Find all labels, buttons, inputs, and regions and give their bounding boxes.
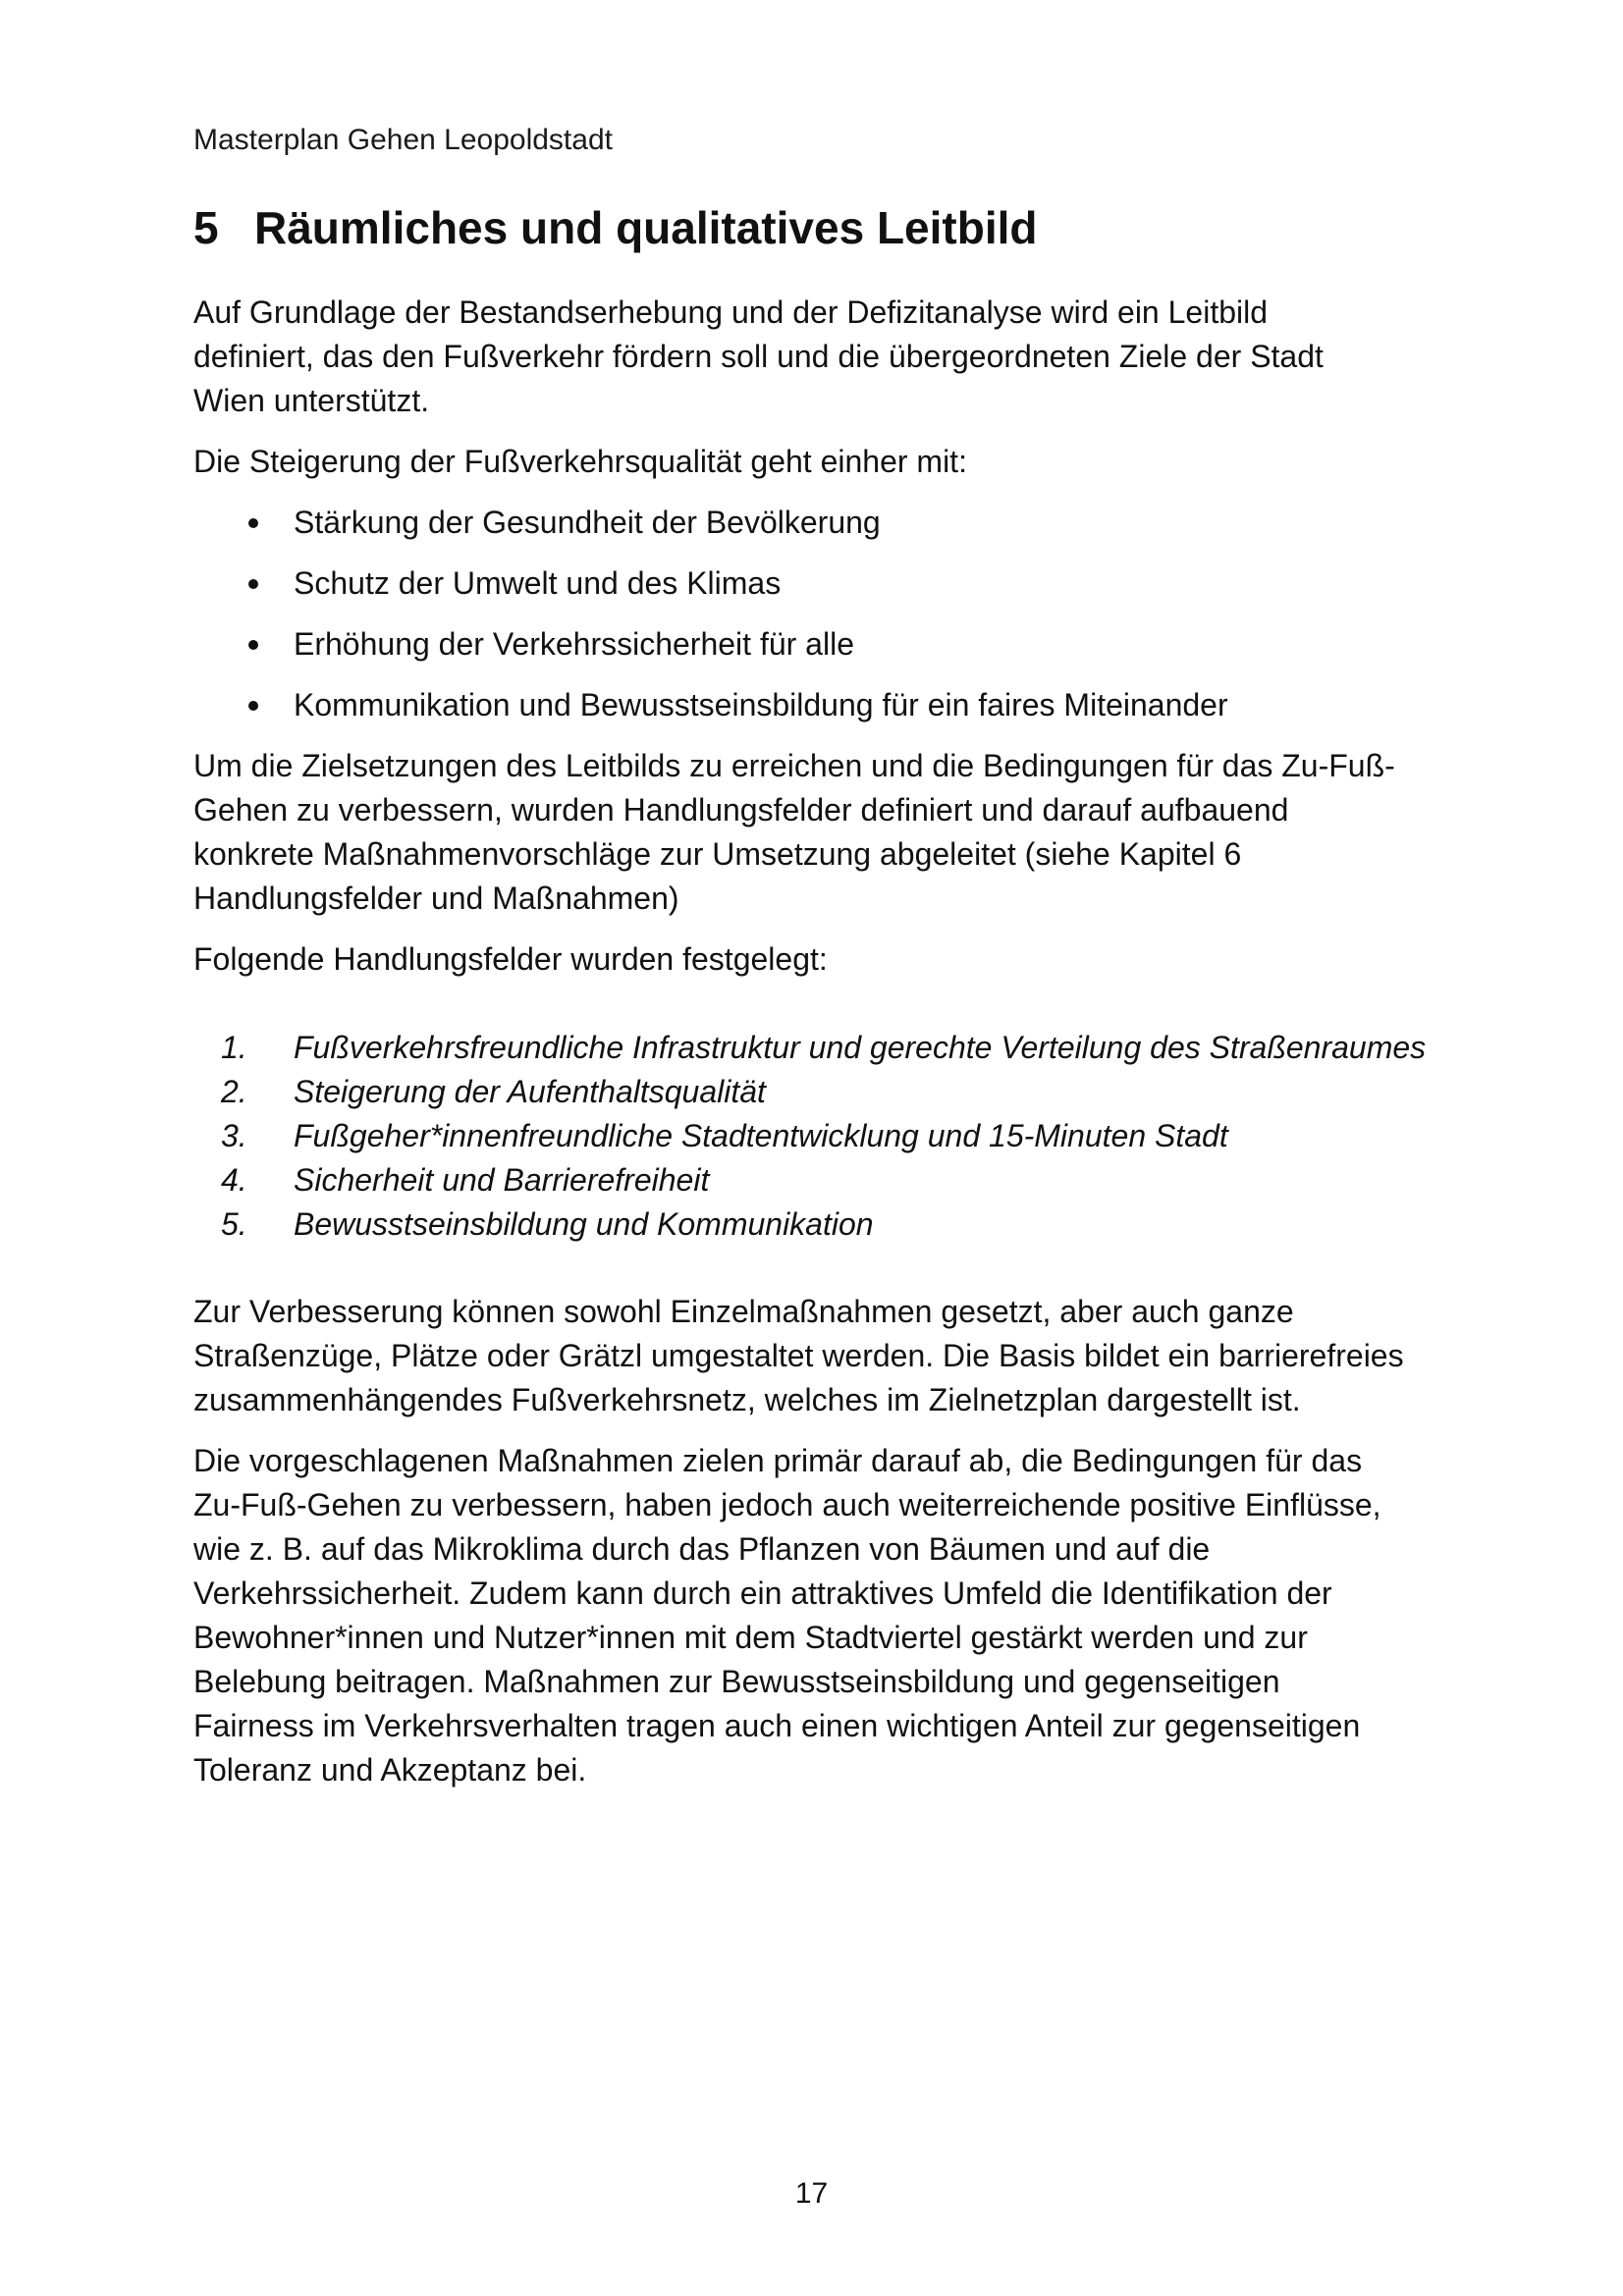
action-field-text: Fußgeher*innenfreundliche Stadtentwicklung und 15-Minuten Stadt — [294, 1118, 1228, 1153]
running-header: Masterplan Gehen Leopoldstadt — [193, 124, 613, 156]
action-field-item — [193, 1026, 1450, 1070]
measures-line: wie z. B. auf das Mikroklima durch das Pflanzen von Bäumen und auf die — [193, 1531, 1211, 1567]
bullet-icon — [248, 579, 258, 589]
list-item — [193, 501, 1450, 545]
measures-line: Verkehrssicherheit. Zudem kann durch ein attraktives Umfeld die Identifikation der — [193, 1575, 1332, 1611]
benefits-list — [193, 501, 1450, 727]
bullet-icon — [248, 518, 258, 528]
action-field-number: 4. — [221, 1162, 247, 1198]
action-field-item — [193, 1114, 1450, 1158]
bullet-icon — [248, 701, 258, 711]
measures-line: Toleranz und Akzeptanz bei. — [193, 1752, 587, 1788]
fields-lead-paragraph: Folgende Handlungsfelder wurden festgelegt: — [193, 941, 828, 977]
action-field-item — [193, 1202, 1450, 1247]
bullet-icon — [248, 640, 258, 650]
list-item-text: Erhöhung der Verkehrssicherheit für alle — [294, 626, 854, 662]
chapter-title-text: Räumliches und qualitatives Leitbild — [254, 202, 1038, 253]
main-content — [193, 291, 1450, 1809]
list-item-text: Stärkung der Gesundheit der Bevölkerung — [294, 505, 881, 540]
lead-in-paragraph: Die Steigerung der Fußverkehrsqualität geht einher mit: — [193, 444, 967, 479]
list-item-text: Schutz der Umwelt und des Klimas — [294, 565, 782, 601]
intro-line: Wien unterstützt. — [193, 383, 430, 418]
improvement-line: Zur Verbesserung können sowohl Einzelmaßnahmen gesetzt, aber auch ganze — [193, 1294, 1294, 1329]
goals-paragraph — [193, 744, 1450, 921]
list-item — [193, 683, 1450, 727]
measures-line: Fairness im Verkehrsverhalten tragen auch einen wichtigen Anteil zur gegenseitigen — [193, 1708, 1361, 1743]
action-fields-list — [193, 1026, 1450, 1247]
action-field-item — [193, 1158, 1450, 1202]
measures-line: Belebung beitragen. Maßnahmen zur Bewusstseinsbildung und gegenseitigen — [193, 1664, 1280, 1699]
improvement-paragraph — [193, 1290, 1450, 1422]
action-field-number: 1. — [221, 1030, 247, 1065]
action-field-text: Fußverkehrsfreundliche Infrastruktur und gerechte Verteilung des Straßenraumes — [294, 1030, 1427, 1065]
action-field-number: 3. — [221, 1118, 247, 1153]
intro-line: Auf Grundlage der Bestandserhebung und der Defizitanalyse wird ein Leitbild — [193, 294, 1269, 330]
page-number: 17 — [794, 2177, 829, 2210]
spacer — [193, 1247, 1450, 1290]
measures-line: Die vorgeschlagenen Maßnahmen zielen primär darauf ab, die Bedingungen für das — [193, 1443, 1363, 1478]
action-field-number: 5. — [221, 1206, 247, 1242]
chapter-number: 5 — [193, 202, 219, 253]
action-field-text: Steigerung der Aufenthaltsqualität — [294, 1074, 766, 1109]
intro-paragraph — [193, 291, 1450, 423]
goals-line: Gehen zu verbessern, wurden Handlungsfelder definiert und darauf aufbauend — [193, 792, 1289, 828]
action-field-text: Bewusstseinsbildung und Kommunikation — [294, 1206, 874, 1242]
action-field-number: 2. — [221, 1074, 247, 1109]
goals-line: konkrete Maßnahmenvorschläge zur Umsetzung abgeleitet (siehe Kapitel 6 — [193, 836, 1242, 872]
action-field-text: Sicherheit und Barrierefreiheit — [294, 1162, 710, 1198]
goals-line: Um die Zielsetzungen des Leitbilds zu erreichen und die Bedingungen für das Zu-Fuß- — [193, 748, 1395, 783]
list-item — [193, 622, 1450, 667]
chapter-title — [193, 200, 1037, 255]
spacer — [193, 998, 1450, 1026]
list-item-text: Kommunikation und Bewusstseinsbildung für ein faires Miteinander — [294, 687, 1228, 722]
improvement-line: Straßenzüge, Plätze oder Grätzl umgestaltet werden. Die Basis bildet ein barrierefreies — [193, 1338, 1404, 1373]
measures-paragraph — [193, 1439, 1450, 1792]
measures-line: Bewohner*innen und Nutzer*innen mit dem Stadtviertel gestärkt werden und zur — [193, 1620, 1308, 1655]
goals-line: Handlungsfelder und Maßnahmen) — [193, 881, 679, 916]
improvement-line: zusammenhängendes Fußverkehrsnetz, welches im Zielnetzplan dargestellt ist. — [193, 1382, 1301, 1417]
intro-line: definiert, das den Fußverkehr fördern soll und die übergeordneten Ziele der Stadt — [193, 339, 1324, 374]
measures-line: Zu-Fuß-Gehen zu verbessern, haben jedoch auch weiterreichende positive Einflüsse, — [193, 1487, 1381, 1522]
action-field-item — [193, 1070, 1450, 1114]
list-item — [193, 561, 1450, 606]
